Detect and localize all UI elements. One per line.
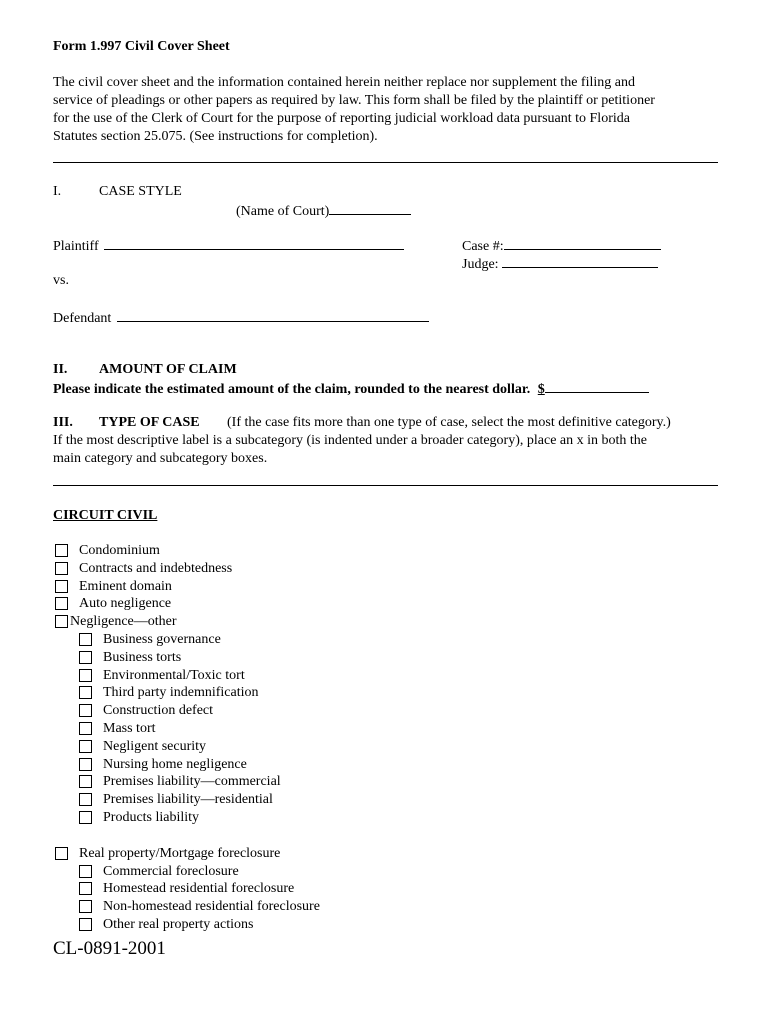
case-type-label: Auto negligence bbox=[79, 596, 172, 612]
amount-instruction-row bbox=[53, 379, 649, 399]
case-type-label: Condominium bbox=[79, 543, 160, 558]
checkbox[interactable] bbox=[79, 793, 92, 806]
case-number-field[interactable] bbox=[504, 236, 661, 250]
case-number-label: Case #: bbox=[462, 239, 504, 254]
checkbox[interactable] bbox=[79, 651, 92, 664]
case-type-label: Environmental/Toxic tort bbox=[103, 667, 245, 683]
intro-line-3: for the use of the Clerk of Court for the purpose of reporting judicial workload data pursuant to Florida bbox=[53, 111, 630, 126]
amount-field[interactable] bbox=[545, 379, 649, 393]
case-type-label: Non-homestead residential foreclosure bbox=[103, 899, 320, 915]
checkbox[interactable] bbox=[55, 597, 68, 610]
court-name-label: (Name of Court) bbox=[236, 204, 330, 219]
checkbox[interactable] bbox=[55, 562, 68, 575]
checkbox[interactable] bbox=[79, 633, 92, 646]
checkbox[interactable] bbox=[55, 615, 68, 628]
case-type-label: Nursing home negligence bbox=[103, 756, 247, 772]
defendant-label: Defendant bbox=[53, 311, 112, 326]
defendant-row bbox=[53, 308, 429, 328]
type-numeral: III. bbox=[53, 415, 73, 430]
case-style-numeral: I. bbox=[53, 184, 62, 199]
checkbox[interactable] bbox=[55, 580, 68, 593]
case-number-row bbox=[462, 236, 661, 256]
checkbox[interactable] bbox=[79, 669, 92, 682]
versus-label: vs. bbox=[53, 273, 69, 288]
plaintiff-field[interactable] bbox=[104, 236, 404, 250]
intro-line-2: service of pleadings or other papers as required by law. This form shall be filed by the plaintiff or petitioner bbox=[53, 93, 655, 108]
defendant-field[interactable] bbox=[117, 308, 429, 322]
judge-field[interactable] bbox=[502, 254, 658, 268]
case-type-label: Other real property actions bbox=[103, 917, 254, 932]
case-type-label: Eminent domain bbox=[79, 578, 172, 594]
case-type-label: Contracts and indebtedness bbox=[79, 560, 233, 576]
case-type-label: Negligent security bbox=[103, 738, 207, 754]
case-type-label: Homestead residential foreclosure bbox=[103, 881, 295, 897]
checkbox[interactable] bbox=[55, 544, 68, 557]
checkbox[interactable] bbox=[79, 900, 92, 913]
type-note: (If the case fits more than one type of case, select the most definitive category.) bbox=[227, 415, 671, 430]
case-type-label: Mass tort bbox=[103, 721, 156, 736]
court-name-field[interactable] bbox=[329, 201, 411, 215]
checkbox[interactable] bbox=[79, 704, 92, 717]
plaintiff-label: Plaintiff bbox=[53, 239, 99, 254]
form-code: CL-0891-2001 bbox=[53, 938, 166, 959]
case-type-label: Real property/Mortgage foreclosure bbox=[79, 845, 281, 861]
judge-label: Judge: bbox=[462, 257, 499, 272]
type-line-2: main category and subcategory boxes. bbox=[53, 451, 268, 466]
court-name-row bbox=[236, 201, 411, 221]
case-type-label: Products liability bbox=[103, 810, 200, 825]
case-type-label: Construction defect bbox=[103, 703, 214, 719]
checkbox[interactable] bbox=[79, 918, 92, 931]
checkbox[interactable] bbox=[79, 758, 92, 771]
section-divider-bottom bbox=[53, 485, 718, 486]
case-type-label: Premises liability—residential bbox=[103, 792, 273, 808]
checkbox[interactable] bbox=[79, 775, 92, 788]
case-style-heading: CASE STYLE bbox=[99, 184, 182, 199]
plaintiff-row bbox=[53, 236, 404, 256]
type-heading: TYPE OF CASE bbox=[99, 415, 200, 430]
case-type-label: Third party indemnification bbox=[103, 685, 259, 701]
amount-currency-symbol: $ bbox=[537, 382, 545, 397]
amount-numeral: II. bbox=[53, 362, 68, 377]
type-line-1: If the most descriptive label is a subcategory (is indented under a broader category), place an x in both the bbox=[53, 433, 648, 448]
case-type-label: Commercial foreclosure bbox=[103, 863, 239, 879]
case-type-label: Premises liability—commercial bbox=[103, 774, 281, 790]
case-type-label: Business torts bbox=[103, 649, 182, 665]
section-divider-top bbox=[53, 162, 718, 163]
circuit-civil-heading: CIRCUIT CIVIL bbox=[53, 508, 158, 523]
intro-line-4: Statutes section 25.075. (See instructions for completion). bbox=[53, 129, 378, 144]
amount-heading: AMOUNT OF CLAIM bbox=[99, 362, 237, 377]
checkbox[interactable] bbox=[55, 847, 68, 860]
case-type-label: Negligence—other bbox=[70, 614, 177, 630]
judge-row bbox=[462, 254, 658, 274]
form-title: Form 1.997 Civil Cover Sheet bbox=[53, 39, 230, 54]
intro-line-1: The civil cover sheet and the information contained herein neither replace nor supplement the filing and bbox=[53, 75, 635, 90]
case-type-label: Business governance bbox=[103, 632, 221, 647]
checkbox[interactable] bbox=[79, 686, 92, 699]
checkbox[interactable] bbox=[79, 740, 92, 753]
checkbox[interactable] bbox=[79, 865, 92, 878]
amount-instruction: Please indicate the estimated amount of the claim, rounded to the nearest dollar. bbox=[53, 382, 531, 397]
checkbox[interactable] bbox=[79, 722, 92, 735]
checkbox[interactable] bbox=[79, 882, 92, 895]
checkbox[interactable] bbox=[79, 811, 92, 824]
